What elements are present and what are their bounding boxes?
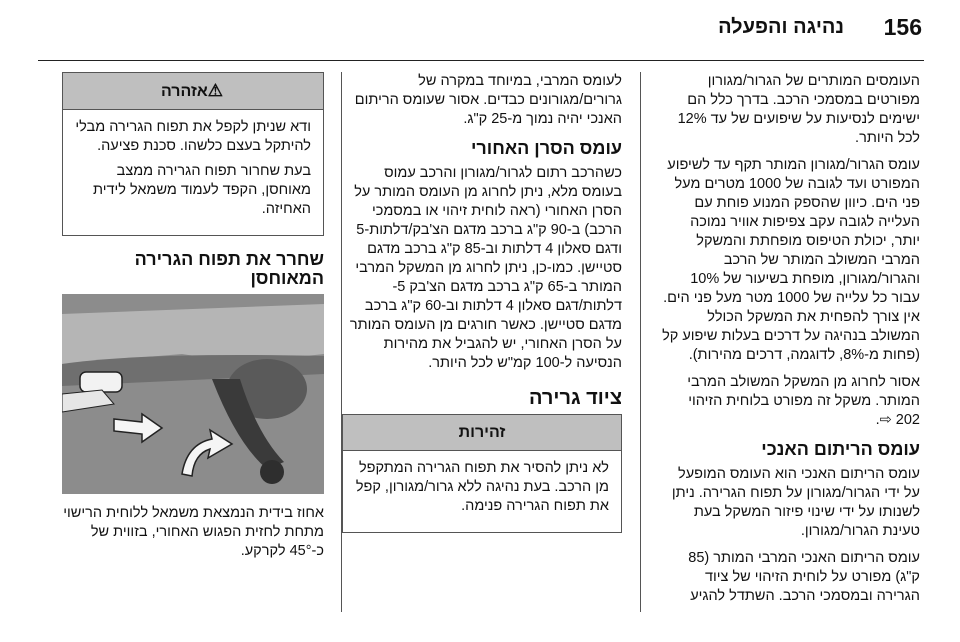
heading-towing-equipment: ציוד גרירה [528,387,622,409]
column-divider-right [640,72,641,612]
caution-text: לא ניתן להסיר את תפוח הגרירה המתקפל מן הרכב. בעת נהיגה ללא גרור/מגורון, קפל את תפוח הגרירה פנימה. [355,460,609,514]
page-number: 156 [883,14,922,40]
column-right [662,72,920,614]
paragraph-altitude: עומס הגרור/מגורון המותר תקף עד לשיפוע המפורט ועד לגובה של 1000 מטרים מעל פני הים. כיוון שהספק המנוע פוחת עם העלייה לגובה עקב צפיפות אוויר נמוכה יותר, יכולת הטיפוס מופחתת והמשקל המרבי המשולב המותר של הרכב והגרור/מגורון, מופחת בשיעור של 10% עבור כל עלייה של 1000 מטר מעל פני הים. אין צורך להפחית את המשקל הכולל המשולב בנהיגה על דרכים בעלות שיפוע קל (פחות מ-8%, לדוגמה, דרכים מהירות). [662,157,920,363]
paragraph-rear-axle-load: כשהרכב רתום לגרור/מגורון והרכב עמוס בעומס מלא, ניתן לחרוג מן העומס המותר על הסרן האחורי (ראה לוחית זיהוי או במסמכי הרכב) ב-90 ק"ג ברכב מדגם הצ'בק/דלתות-5 ודגם סאלון 4 דלתות וב-85 ק"ג ברכב מדגם סטיישן. כמו-כן, ניתן לחרוג מן המשקל המרבי המותר ב-65 ק"ג ברכב מדגם הצ'בק 5-דלתות/דגם סאלון 4 דלתות וב-60 ק"ג ברכב מדגם סטיישן. כאשר חורגים מן העומס המותר על הסרן האחורי, יש להגביל את מהירות הנסיעה ל-100 קמ"ש לכל היותר. [349,165,622,371]
tow-hitch-illustration [62,294,324,494]
paragraph-vertical-load: עומס הריתום האנכי הוא העומס המופעל על ידי הגרור/מגורון על תפוח הגרירה. ניתן לשנותו על ידי שינוי פיזור המשקל בעת טעינת הגרור/מגורון. [671,466,920,539]
warning-header [63,73,323,110]
warning-triangle-icon: ⚠ [207,81,224,100]
caution-title: זהירות [343,415,621,451]
chapter-title: נהיגה והפעלה [718,16,844,38]
column-middle [342,72,622,547]
paragraph-gross-weight: אסור לחרוג מן המשקל המשולב המרבי המותר. משקל זה מפורט בלוחית הזיהוי 202 ⇨. [687,374,920,428]
paragraph-release-instruction: אחוז בידית הנמצאת משמאל ללוחית הרישוי מתחת לחזית הפגוש האחורי, בזווית של כ-45° לקרקע. [63,505,324,559]
paragraph-trailer-loads: העומסים המותרים של הגרור/מגורון מפורטים במסמכי הרכב. בדרך כלל הם ישימים לנסיעות על שיפועים של עד 12% לכל היותר. [677,73,920,146]
heading-release-ball: שחרר את תפוח הגרירה המאוחסן [134,249,324,288]
heading-rear-axle-load: עומס הסרן האחורי [470,138,622,158]
warning-box [62,72,324,236]
header-rule [38,60,924,61]
heading-vertical-load: עומס הריתום האנכי [761,439,920,459]
warning-text-2: בעת שחרור תפוח הגרירה ממצב מאוחסן, הקפד לעמוד משמאל לידית האחיזה. [92,163,311,217]
paragraph-continued: לעומס המרבי, במיוחד במקרה של גרורים/מגורונים כבדים. אסור שעומס הריתום האנכי יהיה נמוך מ-25 ק"ג. [354,73,622,127]
warning-text-1: ודא שניתן לקפל את תפוח הגרירה מבלי להיתקל בעצם כלשהו. סכנת פציעה. [75,119,311,154]
column-left [62,72,324,569]
caution-box [342,414,622,533]
paragraph-max-vertical-load: עומס הריתום האנכי המרבי המותר (85 ק"ג) מפורט על לוחית הזיהוי של ציוד הגרירה ובמסמכי הרכב. השתדל להגיע [688,550,920,604]
page-header [40,14,922,50]
warning-title: אזהרה [160,83,208,100]
